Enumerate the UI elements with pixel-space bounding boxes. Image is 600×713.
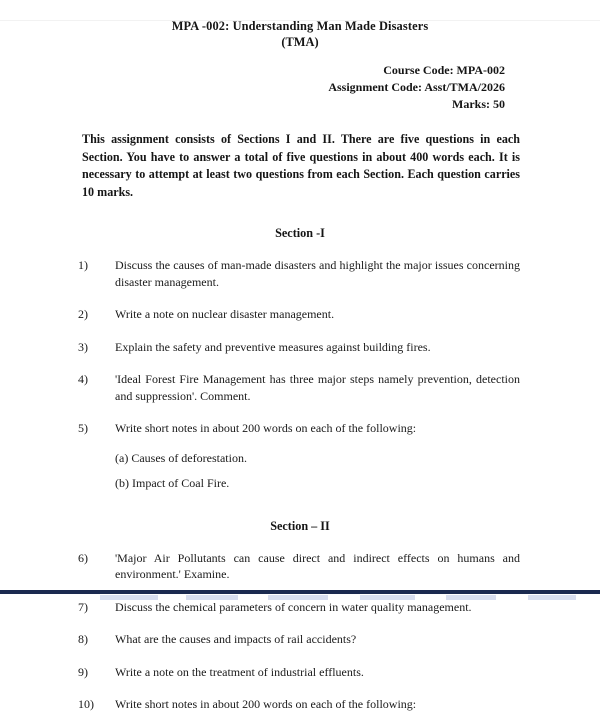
question-row [0,664,600,681]
question-text: Write a note on the treatment of industrial effluents. [115,664,364,679]
question-text: What are the causes and impacts of rail accidents? [115,632,357,646]
assignment-instructions: This assignment consists of Sections I and II. There are five questions in each Section. You have to answer a total of five questions in about 400 words each. It is necessary to attempt at least two questions from each Section. Each question carries 10 marks. [82,132,520,199]
question-text: Write short notes in about 200 words on each of the following: [115,421,417,435]
marks: Marks: 50 [452,97,505,111]
question-row [0,339,600,356]
question-text: 'Ideal Forest Fire Management has three major steps namely prevention, detection and suppression'. Comment. [115,372,520,403]
question-number: 2) [78,307,88,321]
question-row [0,696,600,713]
question-number: 5) [78,421,88,435]
question-number: 6) [78,550,88,565]
page-subtitle: (TMA) [281,35,319,49]
question-number: 7) [78,599,88,614]
course-code: Course Code: MPA-002 [383,63,505,77]
question-text: Write a note on nuclear disaster management. [115,307,335,321]
question-number: 1) [78,258,88,272]
question-row [0,371,600,404]
question-list-section-1 [0,257,600,492]
sub-item: (a) Causes of deforestation. [115,450,247,465]
course-header-block [0,62,600,113]
sub-item: (b) Impact of Coal Fire. [115,476,230,490]
question-number: 4) [78,372,88,386]
question-row [0,599,600,616]
question-text: Discuss the chemical parameters of concern in water quality management. [115,599,472,614]
page-title: MPA -002: Understanding Man Made Disasters [171,19,429,33]
question-text: Discuss the causes of man-made disasters and highlight the major issues concerning disaster management. [115,258,520,289]
question-text: Explain the safety and preventive measures against building fires. [115,339,431,354]
question-text: Write short notes in about 200 words on each of the following: [115,697,417,711]
section-heading-2: Section – II [270,518,330,533]
section-heading-1: Section -I [275,226,325,240]
question-row [0,257,600,290]
question-number: 3) [78,339,88,354]
next-page-edge-strip [0,595,600,600]
question-number: 10) [78,697,94,711]
question-list-section-2 [0,550,600,713]
question-row [0,631,600,648]
question-number: 8) [78,632,88,646]
question-number: 9) [78,664,88,679]
question-text: 'Major Air Pollutants can cause direct and indirect effects on humans and environment.' Examine. [115,550,520,581]
question-row [0,550,600,583]
question-row [0,306,600,323]
question-row [0,420,600,437]
assignment-code: Assignment Code: Asst/TMA/2026 [328,80,505,94]
